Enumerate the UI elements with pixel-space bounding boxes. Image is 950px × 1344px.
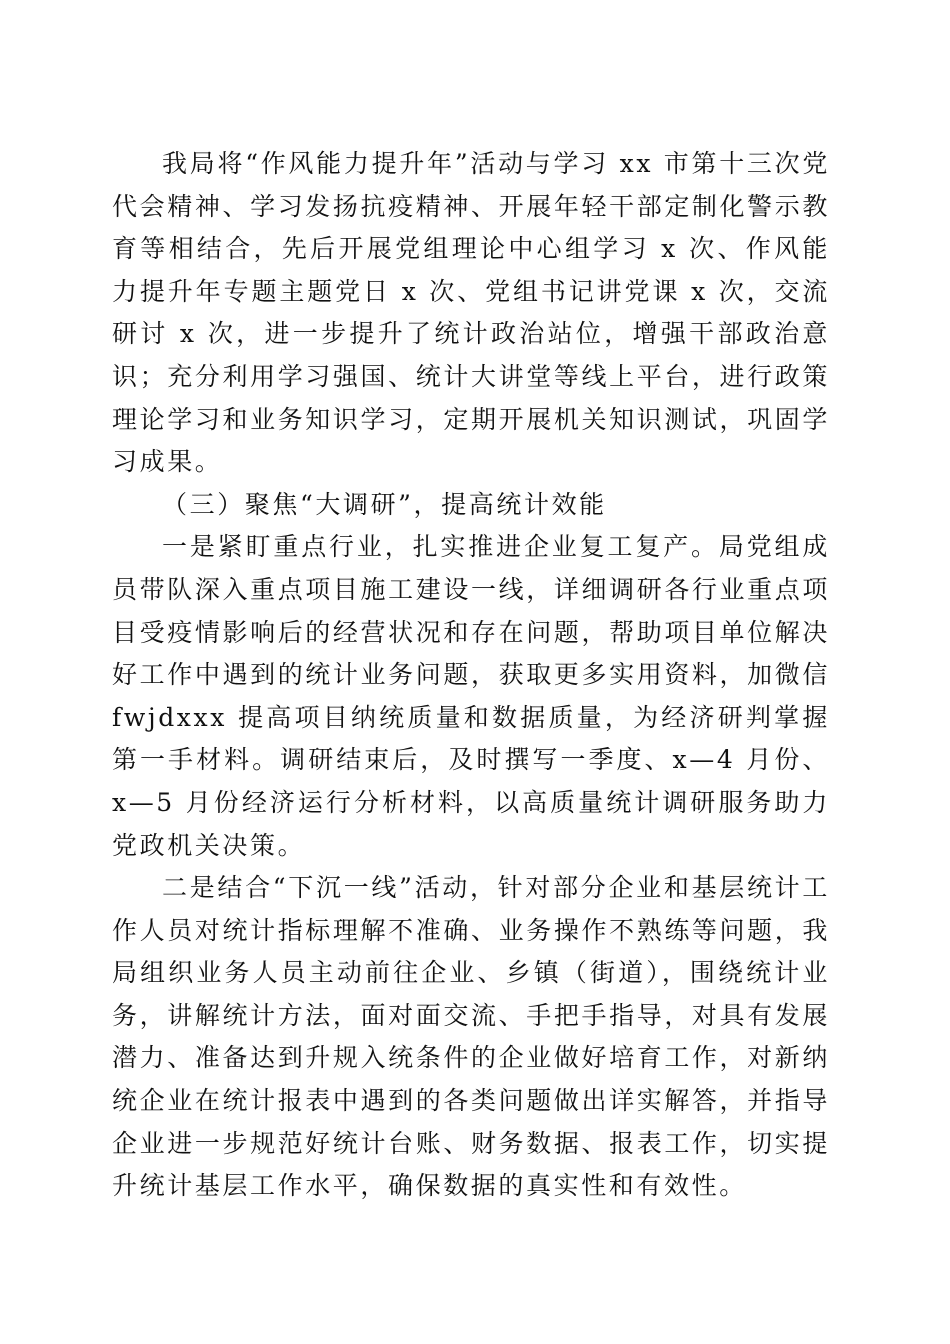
document-body — [112, 143, 830, 1208]
paragraph-frontline: 二是结合“下沉一线”活动，针对部分企业和基层统计工作人员对统计指标理解不准确、业务操作不熟练等问题，我局组织业务人员主动前往企业、乡镇（街道），围绕统计业务，讲解统计方法，面对面交流、手把手指导，对具有发展潜力、准备达到升规入统条件的企业做好培育工作，对新纳统企业在统计报表中遇到的各类问题做出详实解答，并指导企业进一步规范好统计台账、财务数据、报表工作，切实提升统计基层工作水平，确保数据的真实性和有效性。 — [112, 873, 830, 1201]
paragraph-key-industries: 一是紧盯重点行业，扎实推进企业复工复产。局党组成员带队深入重点项目施工建设一线，详细调研各行业重点项目受疫情影响后的经营状况和存在问题，帮助项目单位解决好工作中遇到的统计业务问题，获取更多实用资料，加微信 fwjdxxx 提高项目纳统质量和数据质量，为经济研判掌握第一手材料。调研结束后，及时撰写一季度、x—4 月份、x—5 月份经济运行分析材料，以高质量统计调研服务助力党政机关决策。 — [112, 532, 830, 860]
section-heading: （三）聚焦“大调研”，提高统计效能 — [162, 489, 607, 519]
paragraph-work-style: 我局将“作风能力提升年”活动与学习 xx 市第十三次党代会精神、学习发扬抗疫精神、开展年轻干部定制化警示教育等相结合，先后开展党组理论中心组学习 x 次、作风能力提升年专题主题党日 x 次、党组书记讲党课 x 次，交流研讨 x 次，进一步提升了统计政治站位，增强干部政治意识；充分利用学习强国、统计大讲堂等线上平台，进行政策理论学习和业务知识学习，定期开展机关知识测试，巩固学习成果。 — [112, 149, 830, 477]
